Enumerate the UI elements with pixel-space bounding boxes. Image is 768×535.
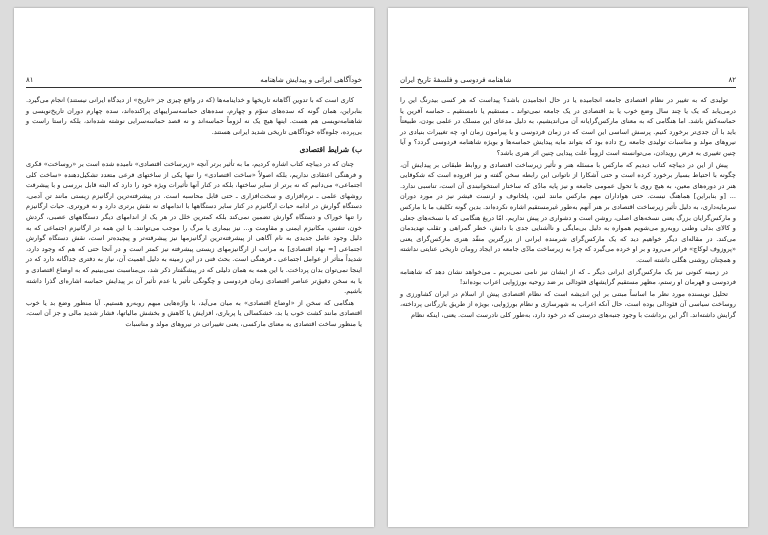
section-heading: ب) شرایط اقتصادی xyxy=(299,145,362,155)
right-paragraph-1: تولیدی که به تغییر در نظام اقتصادی جامعه انجامیده یا در حال انجامیدن باشد؟ پیداست که هر کسی بیدرنگ این را درمی‌یابد که یک یا چند سال وضع خوب یا بد اقتصادی در یک جامعه نمی‌تواند ـ مستقیم یا نامستقیم ـ حماسه آفرین یا حماسه‌کش باشد. اما هنگامی که به معنای مارکس‌گرایانه آن می‌اندیشیم، به دلیل مدعای این مسلک در علمی بودن، طبیعتاً باید با آن جدی‌تر برخورد کنیم. پرسش اساسی این است که در زمان فردوسی و یا پیرامون زمان او، چه تغییرات بنیادی در نیروهای مولد و مناسبات تولیدی جامعه رخ داده بود که بتواند مایه پیدایش حماسه‌ها و بویژه شاهنامه فردوسی گردد؟ و آیا چنین تغییری به فرض رویدادن، می‌توانسته است لزوماً علت پیدایی چنین اثر هنری باشد؟ xyxy=(400,96,736,157)
left-paragraph-1: کاری است که با تدوین آگاهانه تاریخها و خداینامه‌ها (که در واقع چیزی جز «تاریخ» از دیدگاه ایرانی نیستند) انجام می‌گیرد. بنابراین، همان گونه که سده‌های سوّم و چهارم، سده‌های حماسه‌سراییهای پراکنده‌اند، سده چهارم دوران تاریخ‌نویسی و شاهنامه‌نویسی هم هست. اینها هیچ یک نه لزوماً حماسه‌اند و نه قصد حماسه‌سرایی نوشته شده‌اند، بلکه راستا راست و بی‌پرده، جلوه‌گاه خودآگاهی تاریخی شدید ایرانی هستند. xyxy=(26,96,362,136)
left-page-running-title: خودآگاهی ایرانی و پیدایش شاهنامه xyxy=(260,76,362,84)
right-page-header xyxy=(400,76,736,88)
right-page xyxy=(388,8,748,527)
right-paragraph-4: تحلیل نویسنده مورد نظر ما اساساً مبتنی بر این اندیشه است که نظام اقتصادی پیش از اسلام در ایران کشاورزی و روساخت سیاسی آن فئودالی بوده است، حال آنکه اعراب به شهرسازی و نظام بورژوایی، بویژه از طریق بازرگانی پرداخته، گرایش داشته‌اند. اگر این برداشت با وجود جنبه‌های درستی که در خود دارد، به‌طور کلی نادرست است. یعنی، اینکه نظام xyxy=(400,289,736,319)
right-paragraph-2: پیش از این در دیباچه کتاب دیدیم که مارکس با مسئله هنر و تأثیر زیرساخت اقتصادی و روابط طبقاتی بر پیدایش آن، چگونه با احتیاط بسیار برخورد کرده است و حتی آشکارا از ناتوانی این رابطه سخن گفته و نیز افزوده است که شکوفایی هنر در دوره‌های معین، به هیچ روی با تحول عمومی جامعه و نیز پایه مادّی که ساختار استخوانبندی آن است، تناسبی ندارد. ... [و بنابراین] هماهنگ نیست. حتی هواداران مهم مارکس مانند لنین، پلخانوف و ارنست فیشر نیز در مورد دوران سرمایه‌داری، به دلیل تأثیر زیرساخت اقتصادی بر هنر آنهم به‌طور غیرمستقیم اشاره نکرده‌اند. بدین گونه تکلیف ما با مارکس و مارکس‌گرایان بزرگ یعنی نسخه‌های اصلی، روشن است و دشواری در پیش نداریم. امّا دریغ هنگامی که با نسخه‌های جعلی و کالای بدلی وطنی روبه‌رو می‌شویم همواره به دلیل بی‌مایگی و ناآشنایی جدی با دانش، خطر گمراهی و تقلب تهدیدمان می‌کند. در مقاله‌ای دیگر خواهیم دید که یک مارکس‌گرای شرمنده ایرانی از بزرگترین منقّد هنری مارکس‌گرای یعنی «پروزوف لوکاچ» فراتر می‌رود و بر او خرده می‌گیرد که چرا به زیرساخت مادّی جامعه در ایجاد رومان تاریخی عنایتی نداشته و همچنان روشنی هگلی داشته است. xyxy=(400,160,736,264)
right-page-running-title: شاهنامه فردوسی و فلسفهٔ تاریخ ایران xyxy=(400,76,512,84)
left-page xyxy=(14,8,374,527)
right-page-number: ۸۲ xyxy=(728,76,736,84)
left-paragraph-2: چنان که در دیباچه کتاب اشاره کردیم، ما به تأثیر برتر آنچه «زیرساخت اقتصادی» نامیده شده است بر «روساخت» فکری و فرهنگی اعتقادی نداریم، بلکه اصولاً «ساخت اقتصادی» را تنها یکی از ساختهای فرعی متعدد تشکیل‌دهنده «ساخت کلی اجتماعی» می‌دانیم که نه برتر از سایر ساختها، بلکه در کنار آنها تأثیرات ویژه خود را دارد که البته قابل بررسی و با پیشرفت روشهای علمی ـ نرم‌افزاری و سخت‌افزاری ـ حتی قابل محاسبه است. در پیشرفته‌ترین ارگانیزم زیستی مانند تن آدمی، دستگاه گوارش در ادامه حیات ارگانیزم در کنار سایر دستگاهها با اندامهای نه نقش برتری دارد و نه فروتری. حیات ارگانیزم را تنها خوراک و دستگاه گوارش تضمین نمی‌کند بلکه کمترین خلل در هر یک از اندامهای دیگر دستگاههای عصبی، گردش خون، تنفس، مکانیزم ایمنی و مقاومت و... نیز بیماری یا مرگ را موجب می‌توانند. با این همه در ارگانیزم اجتماعی که به دلیل وجود عامل جدیدی به نام آگاهی از پیشرفته‌ترین ارگانیزمها نیز پیشرفته‌تر و پیچیده‌تر است، نقش دستگاه گوارش اجتماعی [= نهاد اقتصادی] به مراتب از ارگانیزمهای زیستی پیشرفته نیز کمتر است و در آنجا حتی که هم که وجود دارد، شدیداً متأثر از عوامل اجتماعی ـ فرهنگی است. بحث فنی در این زمینه به دلیل اهمیت آن، نیاز به دفتری جداگانه دارد که در اینجا نمی‌توان بدان پرداخت. با این همه به همان دلیلی که در پیشگفتار ذکر شد، بی‌مناسبت نمی‌بینیم که به اوضاع اقتصادی و یا به سخن دقیق‌تر عناصر اقتصادی زمان فردوسی و چگونگی تأثیر یا عدم تأثیر آن بر پیدایش حماسه اشاره‌ای گذرا داشته باشیم. xyxy=(26,159,362,296)
right-page-body xyxy=(400,95,736,320)
left-page-number: ۸۱ xyxy=(26,76,34,84)
left-page-header xyxy=(26,76,362,88)
left-page-body xyxy=(26,95,362,329)
left-paragraph-3: هنگامی که سخن از «اوضاع اقتصادی» به میان می‌آید، با واژه‌هایی مبهم روبه‌رو هستیم. آیا منظور وضع بد یا خوب اقتصادی مانند کشت خوب یا بد، خشکسالی یا پرباری، افزایش یا کاهش و بخشش مالیاتها، فشار شدید مالی و جز آن است، یا منظور ساخت اقتصادی به معنای مارکسی، یعنی تغییراتی در نیروهای مولد و مناسبات xyxy=(26,298,362,328)
right-paragraph-3: در زمینه کنونی نیز یک مارکس‌گرای ایرانی دیگر ـ که از ایشان نیز نامی نمی‌بریم ـ می‌خواهد نشان دهد که شاهنامه فردوسی و قهرمان او رستم، مظهر مستقیم گرایشهای فئودالی بر ضد روحیه بورژوایی اعراب بوده‌اند! xyxy=(400,267,736,287)
